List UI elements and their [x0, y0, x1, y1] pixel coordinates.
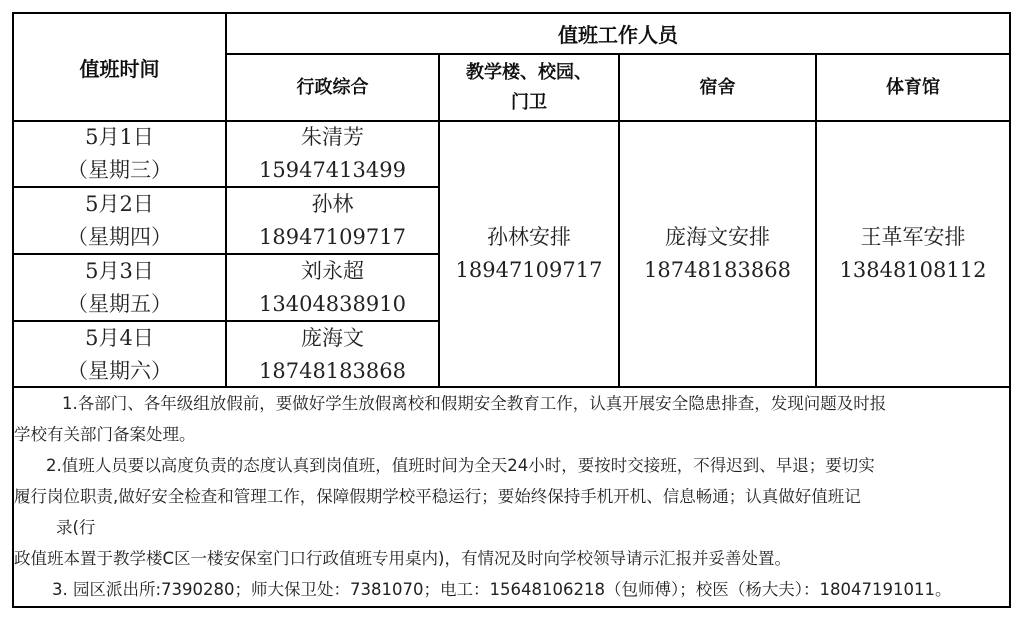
table-row-admin-2 [227, 188, 438, 254]
staff-name: 庞海文 [301, 325, 364, 350]
rule-right [1009, 12, 1011, 608]
date: 5月4日 [85, 325, 154, 350]
merged-teaching-cell [440, 122, 618, 386]
header-gym [817, 55, 1009, 120]
table-row-date-4 [14, 322, 225, 387]
gym-arrangement: 王革军安排 [860, 225, 966, 249]
table-row-admin-3 [227, 255, 438, 321]
note-2-line4: 政值班本置于教学楼C区一楼安保室门口行政值班专用桌内)，有情况及时向学校领导请示汇报并妥善处置。 [14, 549, 791, 568]
table-row-date-1 [14, 121, 225, 187]
date: 5月1日 [85, 125, 154, 149]
staff-phone: 13404838910 [259, 292, 406, 316]
staff-name: 朱清芳 [301, 125, 364, 149]
weekday: （星期四） [67, 225, 172, 249]
merged-gym-cell [817, 122, 1009, 386]
staff-phone: 18947109717 [259, 225, 406, 249]
rule-bottom [12, 606, 1011, 608]
table-row-admin-1 [227, 121, 438, 187]
weekday: （星期三） [67, 158, 172, 182]
date: 5月3日 [85, 259, 154, 283]
note-2-line2: 履行岗位职责,做好安全检查和管理工作，保障假期学校平稳运行；要始终保持手机开机、信息畅通；认真做好值班记 [14, 487, 861, 506]
note-2-line3: 录(行 [56, 518, 96, 537]
gym-phone: 13848108112 [839, 258, 987, 282]
staff-name: 刘永超 [301, 259, 364, 283]
header-duty-staff [227, 14, 1009, 53]
dorm-arrangement: 庞海文安排 [665, 225, 770, 249]
header-teaching [440, 55, 618, 120]
header-teaching-label-line1: 教学楼、校园、 [466, 61, 592, 83]
table-row-date-2 [14, 188, 225, 254]
date: 5月2日 [85, 192, 154, 216]
note-1-line2: 学校有关部门备案处理。 [14, 425, 196, 444]
staff-phone: 18748183868 [259, 358, 406, 383]
header-gym-label: 体育馆 [886, 76, 940, 98]
header-dorm [620, 55, 815, 120]
header-admin-label: 行政综合 [296, 76, 369, 98]
header-dorm-label: 宿舍 [699, 76, 736, 98]
dorm-phone: 18748183868 [644, 258, 791, 282]
staff-phone: 15947413499 [259, 158, 406, 182]
staff-name: 孙林 [311, 192, 354, 216]
notes-section [14, 388, 1009, 606]
merged-dorm-cell [620, 122, 815, 386]
weekday: （星期五） [67, 292, 172, 316]
header-teaching-label-line2: 门卫 [511, 91, 547, 113]
header-duty-staff-label: 值班工作人员 [558, 23, 678, 47]
header-admin [227, 55, 438, 120]
teaching-arrangement: 孙林安排 [487, 225, 571, 249]
teaching-phone: 18947109717 [455, 258, 603, 282]
note-3-contacts: 3. 园区派出所:7390280；师大保卫处：7381070；电工：15648106218（包师傅）；校医（杨大夫）：18047191011。 [52, 580, 952, 599]
note-1-line1: 1.各部门、各年级组放假前，要做好学生放假离校和假期安全教育工作，认真开展安全隐患排查，发现问题及时报 [62, 394, 887, 413]
table-row-date-3 [14, 255, 225, 321]
weekday: （星期六） [67, 358, 172, 383]
header-duty-time [14, 14, 225, 120]
table-row-admin-4 [227, 322, 438, 387]
header-duty-time-label: 值班时间 [79, 56, 160, 81]
note-2-line1: 2.值班人员要以高度负责的态度认真到岗值班，值班时间为全天24小时，要按时交接班，不得迟到、早退；要切实 [46, 456, 875, 475]
